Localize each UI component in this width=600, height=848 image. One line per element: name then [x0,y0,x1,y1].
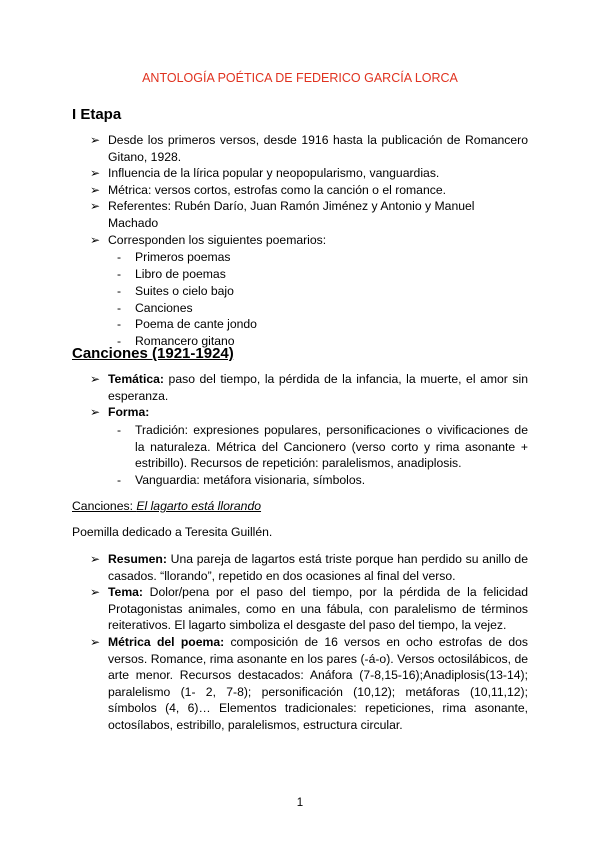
list-item: ➢ Resumen: Una pareja de lagartos está triste porque han perdido su anillo de casados. “llorando”, repetido en dos ocasiones al final del verso. [90,552,528,583]
list-item: - Suites o cielo bajo [117,283,234,298]
section-heading-canciones: Canciones (1921-1924) [72,345,234,362]
list-item: - Libro de poemas [117,266,226,281]
list-item: ➢ Forma: - Tradición: expresiones populares, personificaciones o vivificaciones de la naturaleza. Métrica del Cancionero (verso corto y rima asonante + estribillo). Recursos de repetición: paralelismos, anadiplosis. - Vanguardia: metáfora visionaria, símbolos. [90,405,528,488]
list-item: - Canciones [117,300,193,315]
list-item: - Primeros poemas [117,250,231,265]
poem-intro: Poemilla dedicado a Teresita Guillén. [72,525,273,539]
list-item: ➢ Desde los primeros versos, desde 1916 hasta la publicación de Romancero Gitano, 1928. [90,133,528,164]
canciones-bullet-list [90,371,528,489]
arrow-bullet-icon: ➢ [90,166,101,181]
document-title: ANTOLOGÍA POÉTICA DE FEDERICO GARCÍA LORCA [142,71,458,85]
poem-subheading: Canciones: El lagarto está llorando [72,499,262,513]
etapa-bullet-list [90,132,528,350]
arrow-bullet-icon: ➢ [90,405,101,420]
list-item: ➢ Temática: paso del tiempo, la pérdida de la infancia, la muerte, el amor sin esperanza. [90,372,528,403]
list-item: ➢ Corresponden los siguientes poemarios: - Primeros poemas - Libro de poemas - Suites o cielo bajo - Canciones - Poema de cante jondo - Romancero gitano [90,232,528,350]
arrow-bullet-icon: ➢ [90,182,101,197]
list-item: - Romancero gitano [117,334,235,349]
list-item: ➢ Métrica del poema: composición de 16 versos en ocho estrofas de dos versos. Romance, rima asonante en los pares (-á-o). Versos octosilábicos, de arte menor. Recursos destacados: Anáfora (7-8,15-16);Anadiplosis(13-14); paralelismo (1- 2, 7-8); personificación (10,12); metáforas (10,11,12); símbolos (4, 6)… Elementos tradicionales: repeticiones, rima asonante, octosílabos, estribillo, paralelismos, estructura circular. [90,634,528,732]
list-item: - Tradición: expresiones populares, personificaciones o vivificaciones de la naturaleza. Métrica del Cancionero (verso corto y rima asonante + estribillo). Recursos de repetición: paralelismos, anadiplosis. [117,422,528,471]
list-item: - Vanguardia: metáfora visionaria, símbolos. [117,473,366,488]
arrow-bullet-icon: ➢ [90,552,101,566]
list-item: ➢ Tema: Dolor/pena por el paso del tiempo, por la pérdida de la felicidad Protagonistas animales, como en una fábula, con paralelismo de términos reiterativos. El lagarto simboliza el desgaste del paso del tiempo, la vejez. [90,585,528,633]
arrow-bullet-icon: ➢ [90,199,101,214]
arrow-bullet-icon: ➢ [90,372,101,386]
poemarios-list [117,249,528,350]
poem-analysis-list [90,551,528,734]
arrow-bullet-icon: ➢ [90,634,101,649]
list-item: ➢ Referentes: Rubén Darío, Juan Ramón Jiménez y Antonio y Manuel Machado [90,199,475,230]
arrow-bullet-icon: ➢ [90,133,101,147]
list-item: ➢ Influencia de la lírica popular y neopopularismo, vanguardias. [90,166,440,181]
section-heading-etapa: I Etapa [72,106,122,123]
forma-list [117,422,528,489]
arrow-bullet-icon: ➢ [90,232,101,247]
list-item: ➢ Métrica: versos cortos, estrofas como la canción o el romance. [90,182,447,197]
page-number: 1 [296,797,304,809]
list-item: - Poema de cante jondo [117,317,257,332]
arrow-bullet-icon: ➢ [90,585,101,600]
